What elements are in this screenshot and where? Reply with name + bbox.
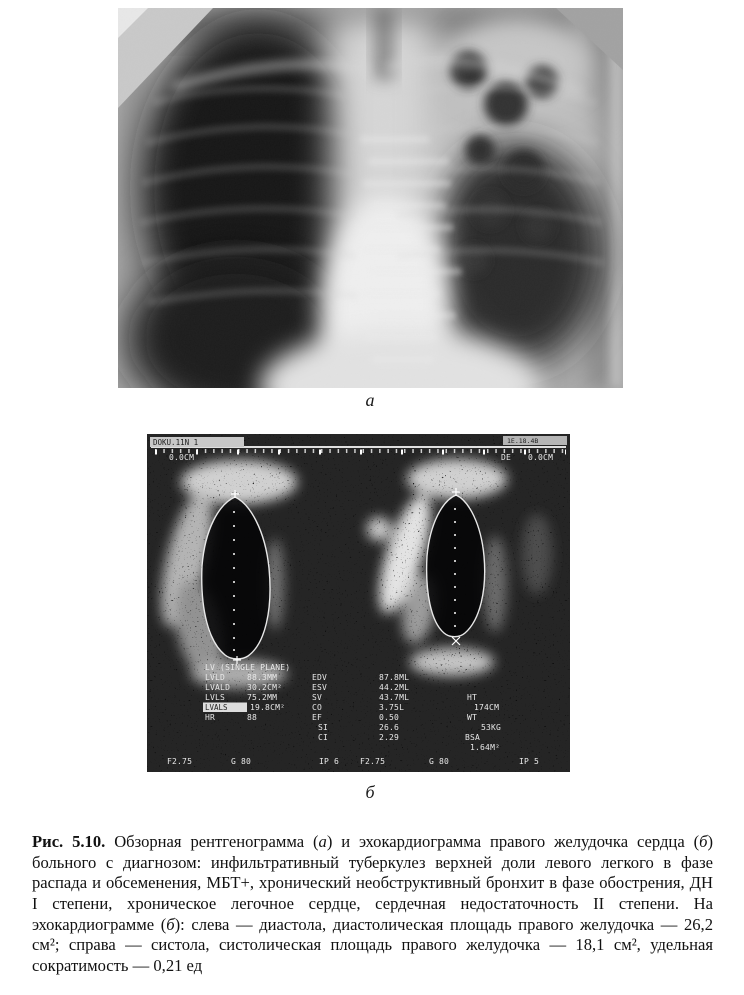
row-label: CI [318, 733, 329, 742]
row-label: SV [312, 693, 323, 702]
caption-italic-b: б [699, 832, 708, 851]
row-value: 43.7ML [379, 693, 410, 702]
depth-right-text: 0.0CM [528, 453, 554, 462]
depth-right-label: DE [501, 453, 512, 462]
row-value: 2.29 [379, 733, 400, 742]
anthro-value: 1.64M² [470, 743, 501, 752]
anthro-value: 174CM [474, 703, 500, 712]
time-tag-text: 1E.18.4B [507, 437, 539, 445]
xray-image [118, 8, 623, 388]
row-value: 3.75L [379, 703, 405, 712]
row-label: EF [312, 713, 323, 722]
row-label: LVLD [205, 673, 226, 682]
row-label: SI [318, 723, 329, 732]
anthro-label: WT [467, 713, 478, 722]
caption-italic-b2: б [166, 914, 175, 934]
row-label: ESV [312, 683, 328, 692]
status-item: G 80 [429, 757, 450, 766]
figure-label-b: б [365, 782, 375, 802]
row-value: 44.2ML [379, 683, 410, 692]
chest-xray-graphic [118, 8, 623, 388]
row-value: 0.50 [379, 713, 400, 722]
row-label-highlighted: LVALS [205, 703, 228, 712]
row-value: 88.3MM [247, 673, 278, 682]
status-item: F2.75 [167, 757, 193, 766]
row-value: 88 [247, 713, 258, 722]
machine-tag-text: DOKU.11N 1 [153, 438, 199, 447]
status-item: IP 5 [519, 757, 540, 766]
row-value: 75.2MM [247, 693, 278, 702]
row-label: EDV [312, 673, 328, 682]
anthro-label: HT [467, 693, 478, 702]
anthro-value: 53KG [481, 723, 502, 732]
row-label: HR [205, 713, 216, 722]
caption-text-2: ) и эхокардиограмма правого желудочка сердца ( [326, 832, 700, 851]
figure-label-a: а [365, 390, 375, 410]
echocardiogram-graphic [147, 434, 570, 772]
depth-left-text: 0.0CM [169, 453, 195, 462]
row-label: CO [312, 703, 323, 712]
status-item: G 80 [231, 757, 252, 766]
row-value: 19.8CM² [250, 703, 286, 712]
table-title: LV (SINGLE PLANE) [205, 663, 291, 672]
anthro-label: BSA [465, 733, 481, 742]
caption-figure-number: Рис. 5.10. [32, 832, 106, 851]
echo-image [147, 434, 570, 772]
row-value: 26.6 [379, 723, 400, 732]
status-item: IP 6 [319, 757, 340, 766]
caption-text-4: ): слева — диастола, диастолическая площадь правого желудочка — 26,2 см²; справа — систола, систолическая площадь правого желудочка — 18,1 см², удельная сократимость — 0,21 ед [32, 914, 713, 975]
figure-caption [32, 832, 713, 977]
status-item: F2.75 [360, 757, 386, 766]
caption-text-1: Обзорная рентгенограмма ( [105, 832, 319, 851]
row-label: LVALD [205, 683, 231, 692]
row-label: LVLS [205, 693, 226, 702]
caption-italic-a: а [318, 832, 327, 851]
caption-text-3: ) больного с диагнозом: инфильтративный туберкулез верхней доли левого легкого в фазе распада и обсеменения, МБТ+, хронический необструктивный бронхит в фазе обострения, ДН I степени, хроническое легочное сердце, сердечная недостаточность II степени. На эхокардиограмме ( [32, 832, 713, 934]
film-grain [118, 8, 623, 388]
row-value: 30.2CM² [247, 683, 283, 692]
row-value: 87.8ML [379, 673, 410, 682]
